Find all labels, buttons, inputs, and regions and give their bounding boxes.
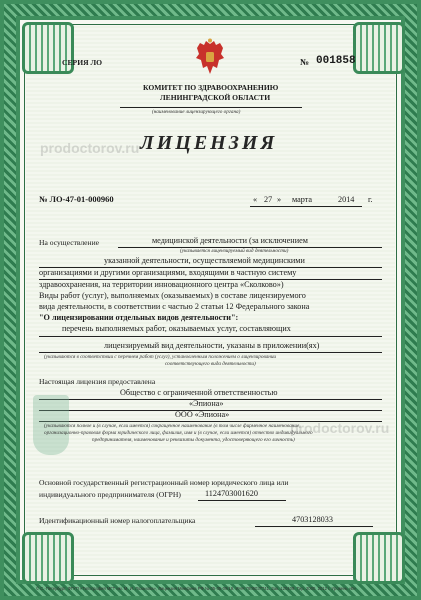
registration-line-1: Основной государственный регистрационный номер юридического лица или [39,478,289,487]
holder-caption-2: организационно-правовая форма юридического лица, фамилия, имя и (в случае, если имеется) отчество индивидуального [44,430,313,436]
works-underline-2 [39,352,382,353]
watermark-bottom: prodoctorov.ru [290,420,390,436]
date-day: 27 [264,195,273,204]
series-label: СЕРИЯ ЛО [62,58,103,67]
works-underline-1 [39,336,382,337]
committee-line-2: ЛЕНИНГРАДСКОЙ ОБЛАСТИ [160,93,271,102]
activity-line-3: организациями и другими организациями, входящими в частную систему [39,268,297,277]
date-close-quote: » [277,195,282,204]
holder-short-name: ООО «Эпиона» [175,410,230,419]
ogrn-underline [198,500,286,501]
license-number: № ЛО-47-01-000960 [39,194,114,204]
holder-intro: Настоящая лицензия предоставлена [39,377,156,386]
activity-caption: (указывается лицензируемый вид деятельности) [180,248,289,254]
holder-caption-3: предпринимателя, наименование и реквизиты документа, удостоверяющего его личность) [92,437,295,443]
activity-line-2: указанной деятельности, осуществляемой медицинскими [104,256,305,265]
registration-line-2: индивидуального предпринимателя (ОГРН) [39,490,181,499]
ogrn-value: 1124703001620 [205,489,258,498]
works-caption-1: (указываются в соответствии с перечнем работ (услуг), установленным положением о лицензировании [44,354,277,360]
works-line-1: Виды работ (услуг), выполняемых (оказываемых) в составе лицензируемого [39,291,306,300]
holder-caption-1: (указываются полное и (в случае, если имеется) сокращенное наименование (в том числе фирменное наименование, [44,423,301,429]
activity-line-1: медицинской деятельности (за исключением [152,236,308,245]
holder-name-line-1: Общество с ограниченной ответственностью [120,388,278,397]
committee-line-1: КОМИТЕТ ПО ЗДРАВООХРАНЕНИЮ [143,83,279,92]
committee-underline [120,107,302,108]
works-line-5: лицензируемый вид деятельности, указаны в приложении(ях) [104,341,320,350]
inn-value: 4703128033 [292,515,333,524]
inn-label: Идентификационный номер налогоплательщика [39,516,196,525]
holder-name-line-2: «Эпиона» [189,399,224,408]
works-line-4: перечень выполняемых работ, оказываемых услуг, составляющих [62,324,291,333]
corner-ornament-bottom-right [353,532,405,584]
date-underline [250,206,362,207]
works-caption-2: соответствующего вида деятельности) [165,361,256,367]
activity-line-4: здравоохранения, на территории инновационного центра «Сколково») [39,280,284,289]
date-month: марта [292,195,313,204]
printer-imprint: © С.-Петербург, ФГУП «Типография МГТ им. М. И. Лоханова», Лицензия Минфина РФ № 05-05-09/19. ИНН 7806037741. Зак. 120409. Тир. 2000. 2012 г. Уровень «В» [36,586,357,591]
inn-underline [255,526,373,527]
corner-ornament-bottom-left [22,532,74,584]
corner-ornament-top-right [353,22,405,74]
committee-caption: (наименование лицензирующего органа) [152,109,241,115]
date-year-suffix: г. [368,195,373,204]
date-year: 2014 [338,195,355,204]
activity-intro: На осуществление [39,238,100,247]
coat-of-arms-icon [193,38,227,78]
number-label: № [300,57,310,67]
document-number: 001858 [316,55,356,67]
works-line-3: "О лицензировании отдельных видов деятельности": [39,313,239,322]
watermark-top: prodoctorov.ru [40,140,140,156]
date-open-quote: « [253,195,258,204]
document-title: ЛИЦЕНЗИЯ [140,132,278,154]
works-line-2: вида деятельности, в соответствии с частью 2 статьи 12 Федерального закона [39,302,310,311]
